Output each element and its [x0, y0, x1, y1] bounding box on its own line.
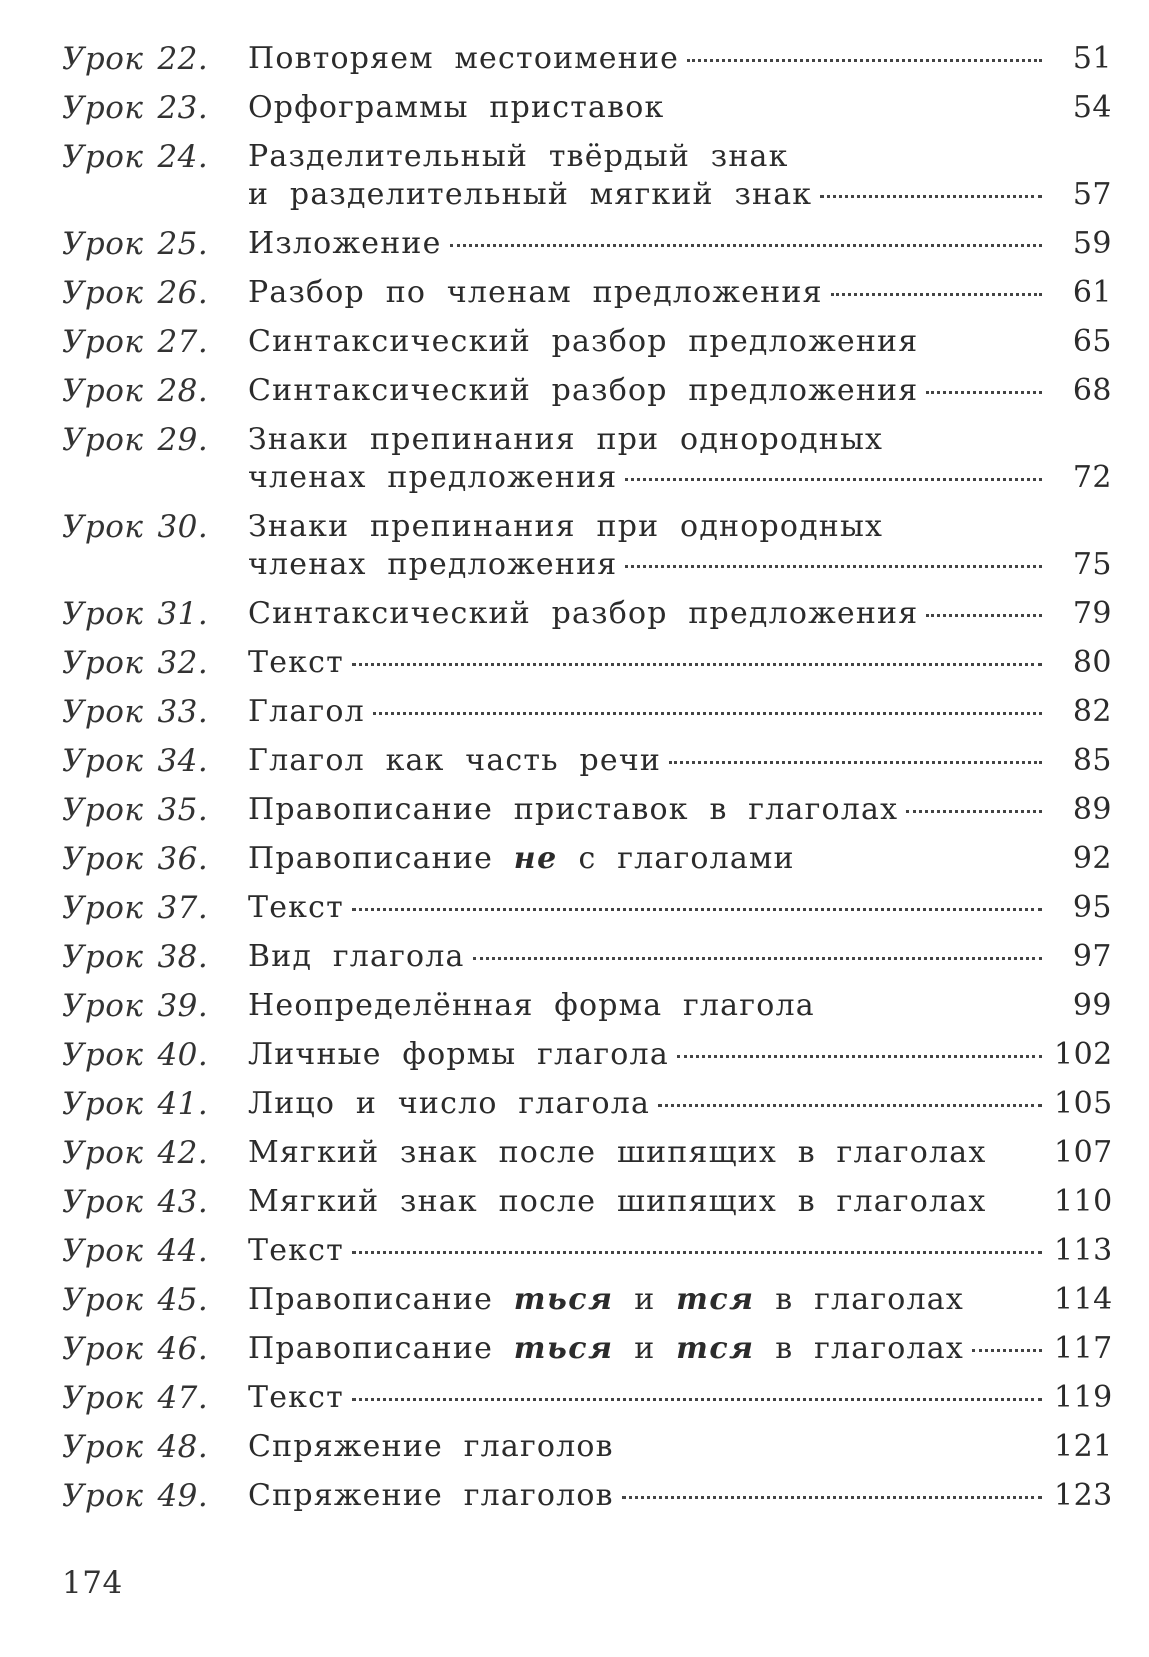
- lesson-number: 44.: [157, 1233, 209, 1269]
- lesson-label: [62, 508, 248, 546]
- lesson-number: 26.: [157, 275, 209, 311]
- entry-last-line: [248, 1036, 1112, 1074]
- entry-page-number: 89: [1072, 792, 1112, 827]
- entry-title: Спряжение глаголов: [248, 1478, 614, 1513]
- entry-title: Глагол: [248, 694, 365, 729]
- lesson-label: [62, 742, 248, 780]
- entry-title: Текст: [248, 890, 344, 925]
- toc-entry: [62, 508, 1112, 584]
- entry-page-number: 95: [1072, 890, 1112, 925]
- lesson-label: [62, 1281, 248, 1319]
- entry-page-number: 61: [1072, 275, 1112, 310]
- dot-leader: [658, 1104, 1042, 1107]
- title-part: с глаголами: [557, 841, 795, 876]
- dot-leader: [926, 391, 1042, 394]
- entry-last-line: [248, 176, 1112, 214]
- lesson-word: Урок: [62, 226, 144, 262]
- lesson-word: Урок: [62, 275, 144, 311]
- toc-entry: [62, 595, 1112, 633]
- entry-page-number: 59: [1072, 226, 1112, 261]
- entry-last-line: [248, 644, 1112, 682]
- entry-last-line: [248, 987, 1112, 1025]
- lesson-number: 23.: [157, 90, 209, 126]
- lesson-word: Урок: [62, 1086, 144, 1122]
- entry-title: Разбор по членам предложения: [248, 275, 823, 310]
- lesson-label: [62, 938, 248, 976]
- lesson-word: Урок: [62, 1037, 144, 1073]
- toc-entry: [62, 693, 1112, 731]
- entry-body: [248, 595, 1112, 633]
- entry-page-number: 123: [1054, 1478, 1113, 1513]
- lesson-word: Урок: [62, 694, 144, 730]
- entry-last-line: [248, 1183, 1112, 1221]
- dot-leader: [906, 810, 1042, 813]
- toc-entry: [62, 644, 1112, 682]
- lesson-word: Урок: [62, 1331, 144, 1367]
- lesson-label: [62, 372, 248, 410]
- entry-page-number: 113: [1054, 1233, 1113, 1268]
- entry-body: [248, 1183, 1112, 1221]
- lesson-word: Урок: [62, 139, 144, 175]
- entry-title-line: Разделительный твёрдый знак: [248, 139, 789, 174]
- lesson-number: 45.: [157, 1282, 209, 1318]
- entry-page-number: 121: [1054, 1429, 1113, 1464]
- entry-body: [248, 1330, 1112, 1368]
- page-number: 174: [62, 1565, 123, 1601]
- toc-entry: [62, 323, 1112, 361]
- lesson-label: [62, 840, 248, 878]
- entry-body: [248, 1281, 1112, 1319]
- entry-title: [248, 840, 795, 878]
- toc-entry: [62, 274, 1112, 312]
- entry-body: [248, 372, 1112, 410]
- dot-leader: [625, 478, 1042, 481]
- emphasized-morpheme: тся: [676, 1331, 755, 1366]
- dot-leader: [622, 1496, 1042, 1499]
- lesson-label: [62, 1085, 248, 1123]
- entry-body: [248, 89, 1112, 127]
- entry-title: Неопределённая форма глагола: [248, 988, 815, 1023]
- toc-entry: [62, 889, 1112, 927]
- entry-body: [248, 840, 1112, 878]
- entry-page-number: 114: [1054, 1282, 1113, 1317]
- dot-leader: [926, 614, 1042, 617]
- lesson-word: Урок: [62, 41, 144, 77]
- dot-leader: [831, 293, 1042, 296]
- lesson-word: Урок: [62, 1478, 144, 1514]
- entry-title: [248, 1330, 964, 1368]
- toc-entry: [62, 1330, 1112, 1368]
- title-part: и: [613, 1282, 677, 1317]
- entry-title: Текст: [248, 1233, 344, 1268]
- lesson-number: 47.: [157, 1380, 209, 1416]
- entry-body: [248, 742, 1112, 780]
- lesson-number: 29.: [157, 422, 209, 458]
- entry-page-number: 51: [1072, 41, 1112, 76]
- entry-body: [248, 323, 1112, 361]
- lesson-label: [62, 225, 248, 263]
- entry-page-number: 92: [1072, 841, 1112, 876]
- lesson-number: 27.: [157, 324, 209, 360]
- lesson-label: [62, 89, 248, 127]
- lesson-label: [62, 1183, 248, 1221]
- lesson-number: 43.: [157, 1184, 209, 1220]
- lesson-number: 49.: [157, 1478, 209, 1514]
- lesson-word: Урок: [62, 324, 144, 360]
- entry-body: [248, 644, 1112, 682]
- lesson-number: 48.: [157, 1429, 209, 1465]
- entry-body: [248, 1477, 1112, 1515]
- lesson-label: [62, 693, 248, 731]
- entry-last-line: [248, 459, 1112, 497]
- entry-body: [248, 274, 1112, 312]
- entry-title: Мягкий знак после шипящих в глаголах: [248, 1135, 987, 1170]
- table-of-contents: [62, 40, 1112, 1526]
- dot-leader: [669, 761, 1042, 764]
- lesson-label: [62, 1036, 248, 1074]
- lesson-number: 31.: [157, 596, 209, 632]
- entry-last-line: [248, 1477, 1112, 1515]
- entry-last-line: [248, 595, 1112, 633]
- lesson-label: [62, 644, 248, 682]
- entry-page-number: 97: [1072, 939, 1112, 974]
- toc-entry: [62, 40, 1112, 78]
- entry-page-number: 99: [1072, 988, 1112, 1023]
- dot-leader: [450, 244, 1042, 247]
- lesson-number: 39.: [157, 988, 209, 1024]
- entry-title: и разделительный мягкий знак: [248, 177, 813, 212]
- lesson-word: Урок: [62, 90, 144, 126]
- lesson-label: [62, 791, 248, 829]
- emphasized-morpheme: не: [513, 841, 558, 876]
- entry-body: [248, 1036, 1112, 1074]
- lesson-label: [62, 1330, 248, 1368]
- entry-body: [248, 1085, 1112, 1123]
- dot-leader: [352, 1251, 1042, 1254]
- toc-entry: [62, 1281, 1112, 1319]
- lesson-word: Урок: [62, 939, 144, 975]
- entry-body: [248, 987, 1112, 1025]
- entry-body: [248, 1232, 1112, 1270]
- entry-page-number: 119: [1054, 1380, 1113, 1415]
- entry-page-number: 54: [1072, 90, 1112, 125]
- lesson-word: Урок: [62, 1135, 144, 1171]
- lesson-label: [62, 1232, 248, 1270]
- entry-last-line: [248, 40, 1112, 78]
- entry-title: Текст: [248, 645, 344, 680]
- entry-title: Личные формы глагола: [248, 1037, 669, 1072]
- dot-leader: [373, 712, 1042, 715]
- entry-last-line: [248, 323, 1112, 361]
- dot-leader: [820, 195, 1042, 198]
- lesson-label: [62, 1477, 248, 1515]
- entry-title: Мягкий знак после шипящих в глаголах: [248, 1184, 987, 1219]
- entry-page-number: 72: [1072, 460, 1112, 495]
- lesson-number: 34.: [157, 743, 209, 779]
- entry-title: Синтаксический разбор предложения: [248, 324, 919, 359]
- lesson-label: [62, 1428, 248, 1466]
- toc-entry: [62, 1183, 1112, 1221]
- toc-entry: [62, 987, 1112, 1025]
- lesson-word: Урок: [62, 509, 144, 545]
- lesson-number: 30.: [157, 509, 209, 545]
- entry-title: членах предложения: [248, 460, 618, 495]
- entry-last-line: [248, 1232, 1112, 1270]
- entry-page-number: 85: [1072, 743, 1112, 778]
- entry-page-number: 68: [1072, 373, 1112, 408]
- lesson-label: [62, 987, 248, 1025]
- lesson-number: 32.: [157, 645, 209, 681]
- lesson-word: Урок: [62, 792, 144, 828]
- lesson-word: Урок: [62, 1282, 144, 1318]
- toc-entry: [62, 1036, 1112, 1074]
- title-part: Правописание: [248, 1331, 514, 1366]
- entry-title: членах предложения: [248, 547, 618, 582]
- lesson-number: 40.: [157, 1037, 209, 1073]
- dot-leader: [473, 957, 1042, 960]
- lesson-word: Урок: [62, 1233, 144, 1269]
- entry-body: [248, 225, 1112, 263]
- toc-entry: [62, 742, 1112, 780]
- entry-page-number: 75: [1072, 547, 1112, 582]
- lesson-label: [62, 274, 248, 312]
- toc-entry: [62, 421, 1112, 497]
- dot-leader: [972, 1349, 1042, 1352]
- entry-page-number: 57: [1072, 177, 1112, 212]
- toc-entry: [62, 1477, 1112, 1515]
- dot-leader: [352, 1398, 1042, 1401]
- entry-body: [248, 938, 1112, 976]
- entry-body: [248, 693, 1112, 731]
- entry-title: Орфограммы приставок: [248, 90, 665, 125]
- entry-title: Текст: [248, 1380, 344, 1415]
- lesson-label: [62, 1134, 248, 1172]
- toc-entry: [62, 372, 1112, 410]
- lesson-number: 25.: [157, 226, 209, 262]
- title-part: Правописание: [248, 1282, 514, 1317]
- lesson-label: [62, 138, 248, 176]
- dot-leader: [352, 663, 1042, 666]
- entry-page-number: 107: [1054, 1135, 1113, 1170]
- lesson-number: 33.: [157, 694, 209, 730]
- entry-title-line: Знаки препинания при однородных: [248, 422, 884, 457]
- emphasized-morpheme: ться: [513, 1331, 614, 1366]
- entry-page-number: 80: [1072, 645, 1112, 680]
- title-part: в глаголах: [754, 1282, 964, 1317]
- entry-title: Вид глагола: [248, 939, 465, 974]
- lesson-number: 28.: [157, 373, 209, 409]
- entry-last-line: [248, 889, 1112, 927]
- lesson-label: [62, 421, 248, 459]
- lesson-number: 41.: [157, 1086, 209, 1122]
- lesson-word: Урок: [62, 422, 144, 458]
- toc-entry: [62, 1428, 1112, 1466]
- entry-last-line: [248, 742, 1112, 780]
- title-part: Правописание: [248, 841, 514, 876]
- entry-title: Правописание приставок в глаголах: [248, 792, 899, 827]
- lesson-word: Урок: [62, 1380, 144, 1416]
- lesson-label: [62, 595, 248, 633]
- toc-entry: [62, 225, 1112, 263]
- dot-leader: [625, 565, 1042, 568]
- entry-last-line: [248, 693, 1112, 731]
- entry-last-line: [248, 1428, 1112, 1466]
- entry-page-number: 117: [1054, 1331, 1113, 1366]
- toc-entry: [62, 840, 1112, 878]
- entry-last-line: [248, 274, 1112, 312]
- entry-body: [248, 1428, 1112, 1466]
- toc-entry: [62, 1232, 1112, 1270]
- lesson-number: 22.: [157, 41, 209, 77]
- entry-body: [248, 791, 1112, 829]
- entry-last-line: [248, 1281, 1112, 1319]
- entry-page-number: 110: [1054, 1184, 1113, 1219]
- entry-last-line: [248, 1330, 1112, 1368]
- lesson-number: 42.: [157, 1135, 209, 1171]
- entry-title-line: Знаки препинания при однородных: [248, 509, 884, 544]
- dot-leader: [687, 59, 1042, 62]
- entry-title: Синтаксический разбор предложения: [248, 596, 919, 631]
- lesson-label: [62, 889, 248, 927]
- dot-leader: [352, 908, 1042, 911]
- lesson-number: 24.: [157, 139, 209, 175]
- entry-last-line: [248, 89, 1112, 127]
- entry-body: [248, 1134, 1112, 1172]
- lesson-number: 36.: [157, 841, 209, 877]
- entry-title: Глагол как часть речи: [248, 743, 662, 778]
- entry-page-number: 105: [1054, 1086, 1113, 1121]
- entry-page-number: 82: [1072, 694, 1112, 729]
- entry-title: Спряжение глаголов: [248, 1429, 614, 1464]
- toc-entry: [62, 938, 1112, 976]
- entry-page-number: 102: [1054, 1037, 1113, 1072]
- lesson-word: Урок: [62, 1184, 144, 1220]
- entry-last-line: [248, 791, 1112, 829]
- lesson-number: 37.: [157, 890, 209, 926]
- entry-body: [248, 889, 1112, 927]
- toc-entry: [62, 1085, 1112, 1123]
- toc-entry: [62, 1134, 1112, 1172]
- lesson-word: Урок: [62, 645, 144, 681]
- entry-body: [248, 40, 1112, 78]
- entry-last-line: [248, 1379, 1112, 1417]
- entry-last-line: [248, 840, 1112, 878]
- entry-last-line: [248, 1134, 1112, 1172]
- lesson-label: [62, 40, 248, 78]
- entry-title: [248, 1281, 964, 1319]
- lesson-label: [62, 1379, 248, 1417]
- entry-title: Изложение: [248, 226, 442, 261]
- toc-entry: [62, 1379, 1112, 1417]
- lesson-word: Урок: [62, 988, 144, 1024]
- entry-body: [248, 508, 1112, 584]
- entry-title: Лицо и число глагола: [248, 1086, 651, 1121]
- toc-entry: [62, 89, 1112, 127]
- lesson-number: 38.: [157, 939, 209, 975]
- entry-title: Повторяем местоимение: [248, 41, 680, 76]
- toc-entry: [62, 791, 1112, 829]
- emphasized-morpheme: тся: [676, 1282, 755, 1317]
- entry-last-line: [248, 938, 1112, 976]
- entry-page-number: 65: [1072, 324, 1112, 359]
- entry-body: [248, 1379, 1112, 1417]
- entry-last-line: [248, 225, 1112, 263]
- lesson-label: [62, 323, 248, 361]
- emphasized-morpheme: ться: [513, 1282, 614, 1317]
- entry-body: [248, 138, 1112, 214]
- lesson-word: Урок: [62, 596, 144, 632]
- title-part: и: [613, 1331, 677, 1366]
- entry-last-line: [248, 546, 1112, 584]
- lesson-number: 35.: [157, 792, 209, 828]
- lesson-number: 46.: [157, 1331, 209, 1367]
- entry-title: Синтаксический разбор предложения: [248, 373, 919, 408]
- entry-last-line: [248, 372, 1112, 410]
- lesson-word: Урок: [62, 373, 144, 409]
- lesson-word: Урок: [62, 1429, 144, 1465]
- entry-last-line: [248, 1085, 1112, 1123]
- entry-body: [248, 421, 1112, 497]
- lesson-word: Урок: [62, 890, 144, 926]
- toc-entry: [62, 138, 1112, 214]
- entry-page-number: 79: [1072, 596, 1112, 631]
- title-part: в глаголах: [754, 1331, 964, 1366]
- lesson-word: Урок: [62, 743, 144, 779]
- dot-leader: [677, 1055, 1042, 1058]
- lesson-word: Урок: [62, 841, 144, 877]
